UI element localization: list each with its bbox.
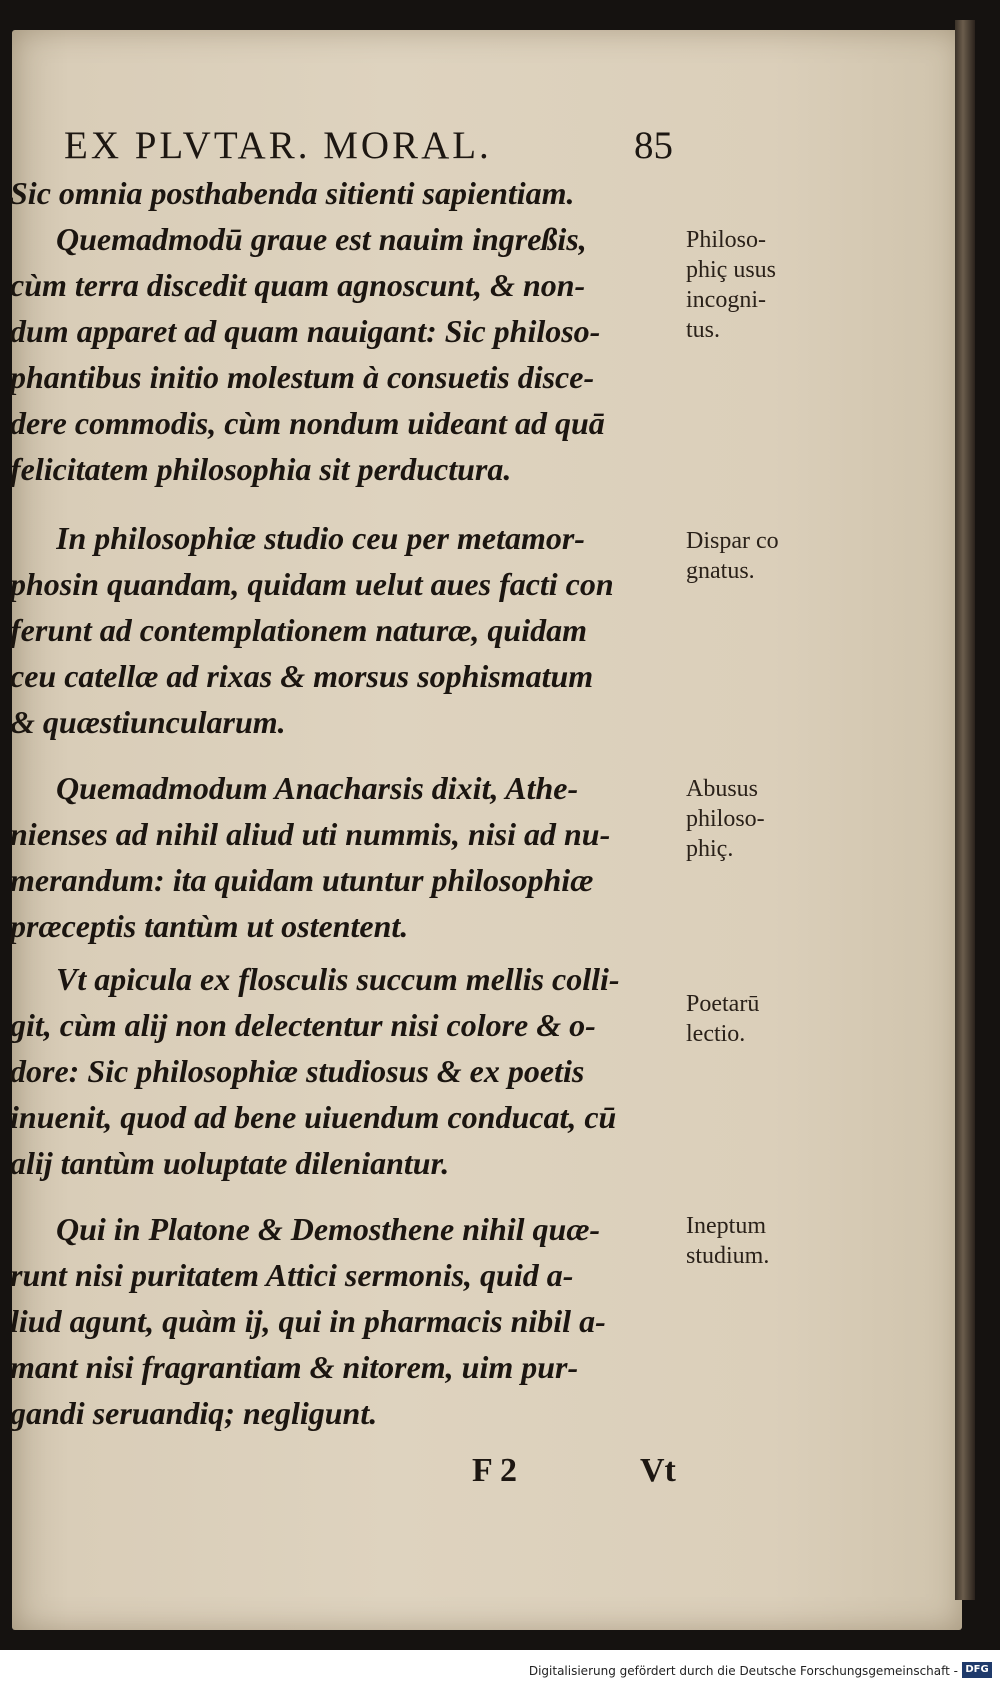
page-number: 85	[634, 124, 673, 167]
margin-note-line: incogni-	[686, 287, 766, 313]
margin-note-line: phiç usus	[686, 257, 776, 283]
body-line: gandi seruandiq; negligunt.	[10, 1395, 378, 1431]
body-line: cùm terra discedit quam agnoscunt, & non-	[10, 267, 586, 303]
footer-credit: Digitalisierung gefördert durch die Deutsche Forschungsgemeinschaft -	[528, 1664, 958, 1678]
body-line: Qui in Platone & Demosthene nihil quæ-	[56, 1211, 601, 1247]
body-line: runt nisi puritatem Attici sermonis, quid a-	[10, 1257, 574, 1293]
body-line: ceu catellæ ad rixas & morsus sophismatum	[10, 658, 594, 694]
dfg-logo-icon: DFG	[962, 1662, 992, 1678]
body-line: inuenit, quod ad bene uiuendum conducat, cū	[10, 1099, 617, 1135]
margin-note-line: Dispar co	[686, 528, 779, 554]
body-line: Vt apicula ex flosculis succum mellis colli-	[56, 961, 620, 997]
margin-note-line: philoso-	[686, 806, 765, 832]
margin-note-line: lectio.	[686, 1021, 746, 1047]
margin-note-line: Philoso-	[686, 227, 767, 253]
body-line: nienses ad nihil aliud uti nummis, nisi ad nu-	[10, 816, 611, 852]
body-line: phantibus initio molestum à consuetis disce-	[10, 359, 595, 395]
body-line: In philosophiæ studio ceu per metamor-	[56, 520, 585, 556]
margin-note-line: tus.	[686, 317, 721, 343]
body-line: dere commodis, cùm nondum uideant ad quā	[10, 405, 605, 441]
margin-note-line: Poetarū	[686, 991, 760, 1017]
body-line: merandum: ita quidam utuntur philosophiæ	[10, 862, 594, 898]
margin-note-line: phiç.	[686, 836, 734, 862]
catchword: Vt	[640, 1452, 676, 1489]
body-line: & quæstiuncularum.	[10, 704, 286, 740]
body-line: præceptis tantùm ut ostentent.	[10, 908, 409, 944]
page-edge	[955, 20, 975, 1600]
body-line: Sic omnia posthabenda sitienti sapientiam.	[10, 175, 575, 211]
running-head: EX PLVTAR. MORAL.	[64, 124, 492, 167]
body-line: dum apparet ad quam nauigant: Sic philoso-	[10, 313, 601, 349]
body-line: felicitatem philosophia sit perductura.	[10, 451, 512, 487]
signature-mark: F 2	[472, 1452, 518, 1489]
body-line: dore: Sic philosophiæ studiosus & ex poetis	[10, 1053, 585, 1089]
body-line: mant nisi fragrantiam & nitorem, uim pur-	[10, 1349, 579, 1385]
margin-note-line: gnatus.	[686, 558, 755, 584]
body-line: phosin quandam, quidam uelut aues facti con	[10, 566, 614, 602]
margin-note-line: Abusus	[686, 776, 759, 802]
margin-note-line: studium.	[686, 1243, 770, 1269]
body-line: ferunt ad contemplationem naturæ, quidam	[10, 612, 587, 648]
margin-note-line: Ineptum	[686, 1213, 766, 1239]
body-line: alij tantùm uoluptate dileniantur.	[10, 1145, 450, 1181]
body-line: git, cùm alij non delectentur nisi colore & o-	[10, 1007, 596, 1043]
body-line: Quemadmodum Anacharsis dixit, Athe-	[56, 770, 579, 806]
body-line: liud agunt, quàm ij, qui in pharmacis nibil a-	[10, 1303, 606, 1339]
body-line: Quemadmodū graue est nauim ingreßis,	[56, 221, 587, 257]
